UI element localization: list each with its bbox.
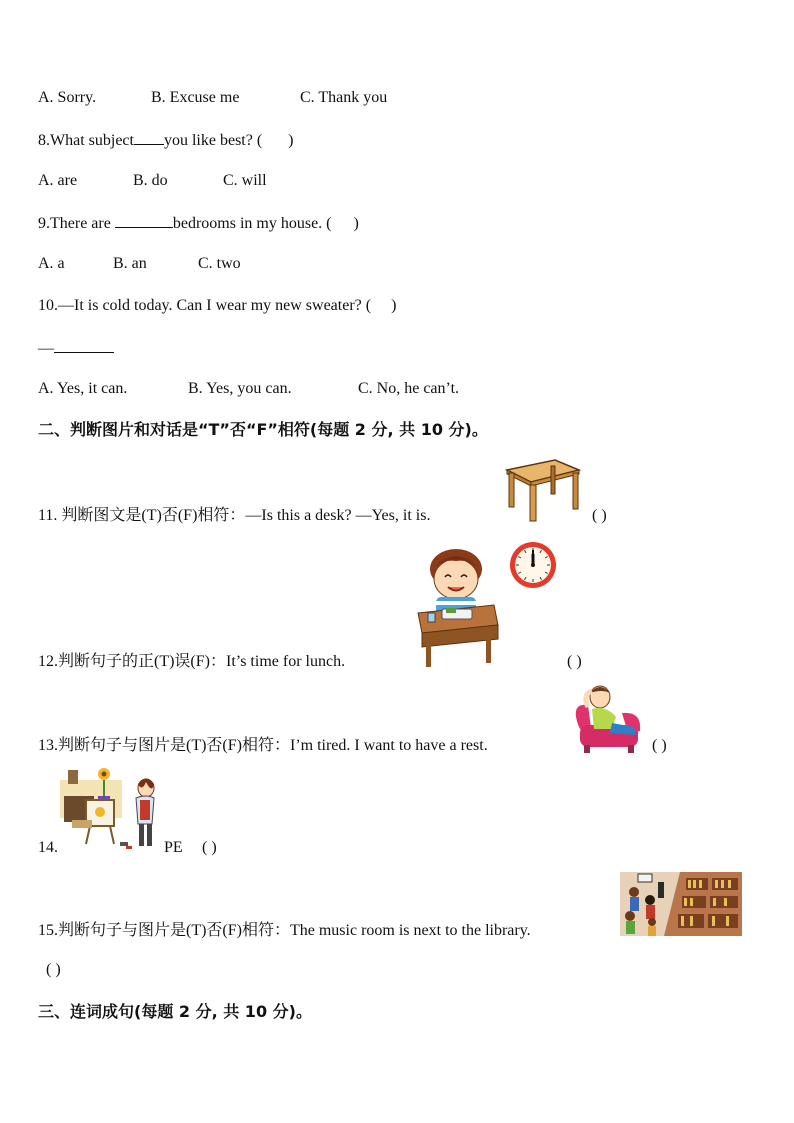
question-10-text: 10.—It is cold today. Can I wear my new sweater? ( [38, 297, 372, 314]
q8-option-a: A. are [38, 172, 78, 189]
q9-option-b: B. an [113, 255, 147, 272]
question-8-paren-close: ) [288, 132, 294, 149]
question-12-paren: ( ) [567, 653, 582, 670]
q7-option-a: A. Sorry. [38, 89, 97, 106]
question-13-paren: ( ) [652, 737, 667, 754]
question-10-reply [38, 338, 114, 359]
man-resting-in-armchair-picture [570, 683, 644, 755]
question-14-paren: ( ) [202, 839, 217, 856]
question-10-paren-close: ) [391, 297, 397, 314]
section-2-heading: 二、判断图片和对话是“T”否“F”相符(每题 2 分, 共 10 分)。 [38, 420, 488, 439]
art-class-painting-picture [60, 766, 160, 854]
music-room-library-picture [620, 872, 742, 936]
q9-option-c: C. two [198, 255, 241, 272]
question-8-text-pre: 8.What subject [38, 132, 134, 149]
question-9 [38, 213, 359, 234]
desk-picture [505, 456, 581, 522]
q9-option-a: A. a [38, 255, 65, 272]
question-14-number: 14. [38, 839, 58, 856]
question-12: 12.判断句子的正(T)误(F)：It’s time for lunch. [38, 653, 346, 670]
q8-option-c: C. will [223, 172, 267, 189]
question-13: 13.判断句子与图片是(T)否(F)相符：I’m tired. I want to have a rest. [38, 737, 488, 754]
answer-blank[interactable] [115, 213, 173, 228]
q7-option-b: B. Excuse me [151, 89, 240, 106]
q10-option-c: C. No, he can’t. [358, 380, 460, 397]
question-11-paren: ( ) [592, 507, 607, 524]
reply-dash: — [38, 340, 54, 357]
question-15: 15.判断句子与图片是(T)否(F)相符：The music room is next to the library. [38, 922, 531, 939]
clock-twelve-picture [508, 540, 558, 590]
answer-blank[interactable] [54, 338, 114, 353]
q8-option-b: B. do [133, 172, 168, 189]
boy-eating-lunch-picture [412, 541, 500, 669]
question-15-paren: ( ) [46, 961, 61, 978]
question-9-paren-close: ) [353, 215, 359, 232]
question-11: 11. 判断图文是(T)否(F)相符：—Is this a desk? —Yes, it is. [38, 507, 431, 524]
question-8 [38, 130, 294, 151]
q10-option-a: A. Yes, it can. [38, 380, 128, 397]
question-8-text-post: you like best? ( [163, 132, 263, 149]
question-9-text-pre: 9.There are [38, 215, 115, 232]
section-3-heading: 三、连词成句(每题 2 分, 共 10 分)。 [38, 1002, 312, 1021]
answer-blank[interactable] [134, 130, 164, 145]
question-10 [38, 296, 396, 316]
q7-option-c: C. Thank you [300, 89, 388, 106]
question-14-word: PE [164, 839, 183, 856]
question-9-text-post: bedrooms in my house. ( [172, 215, 332, 232]
q10-option-b: B. Yes, you can. [188, 380, 292, 397]
